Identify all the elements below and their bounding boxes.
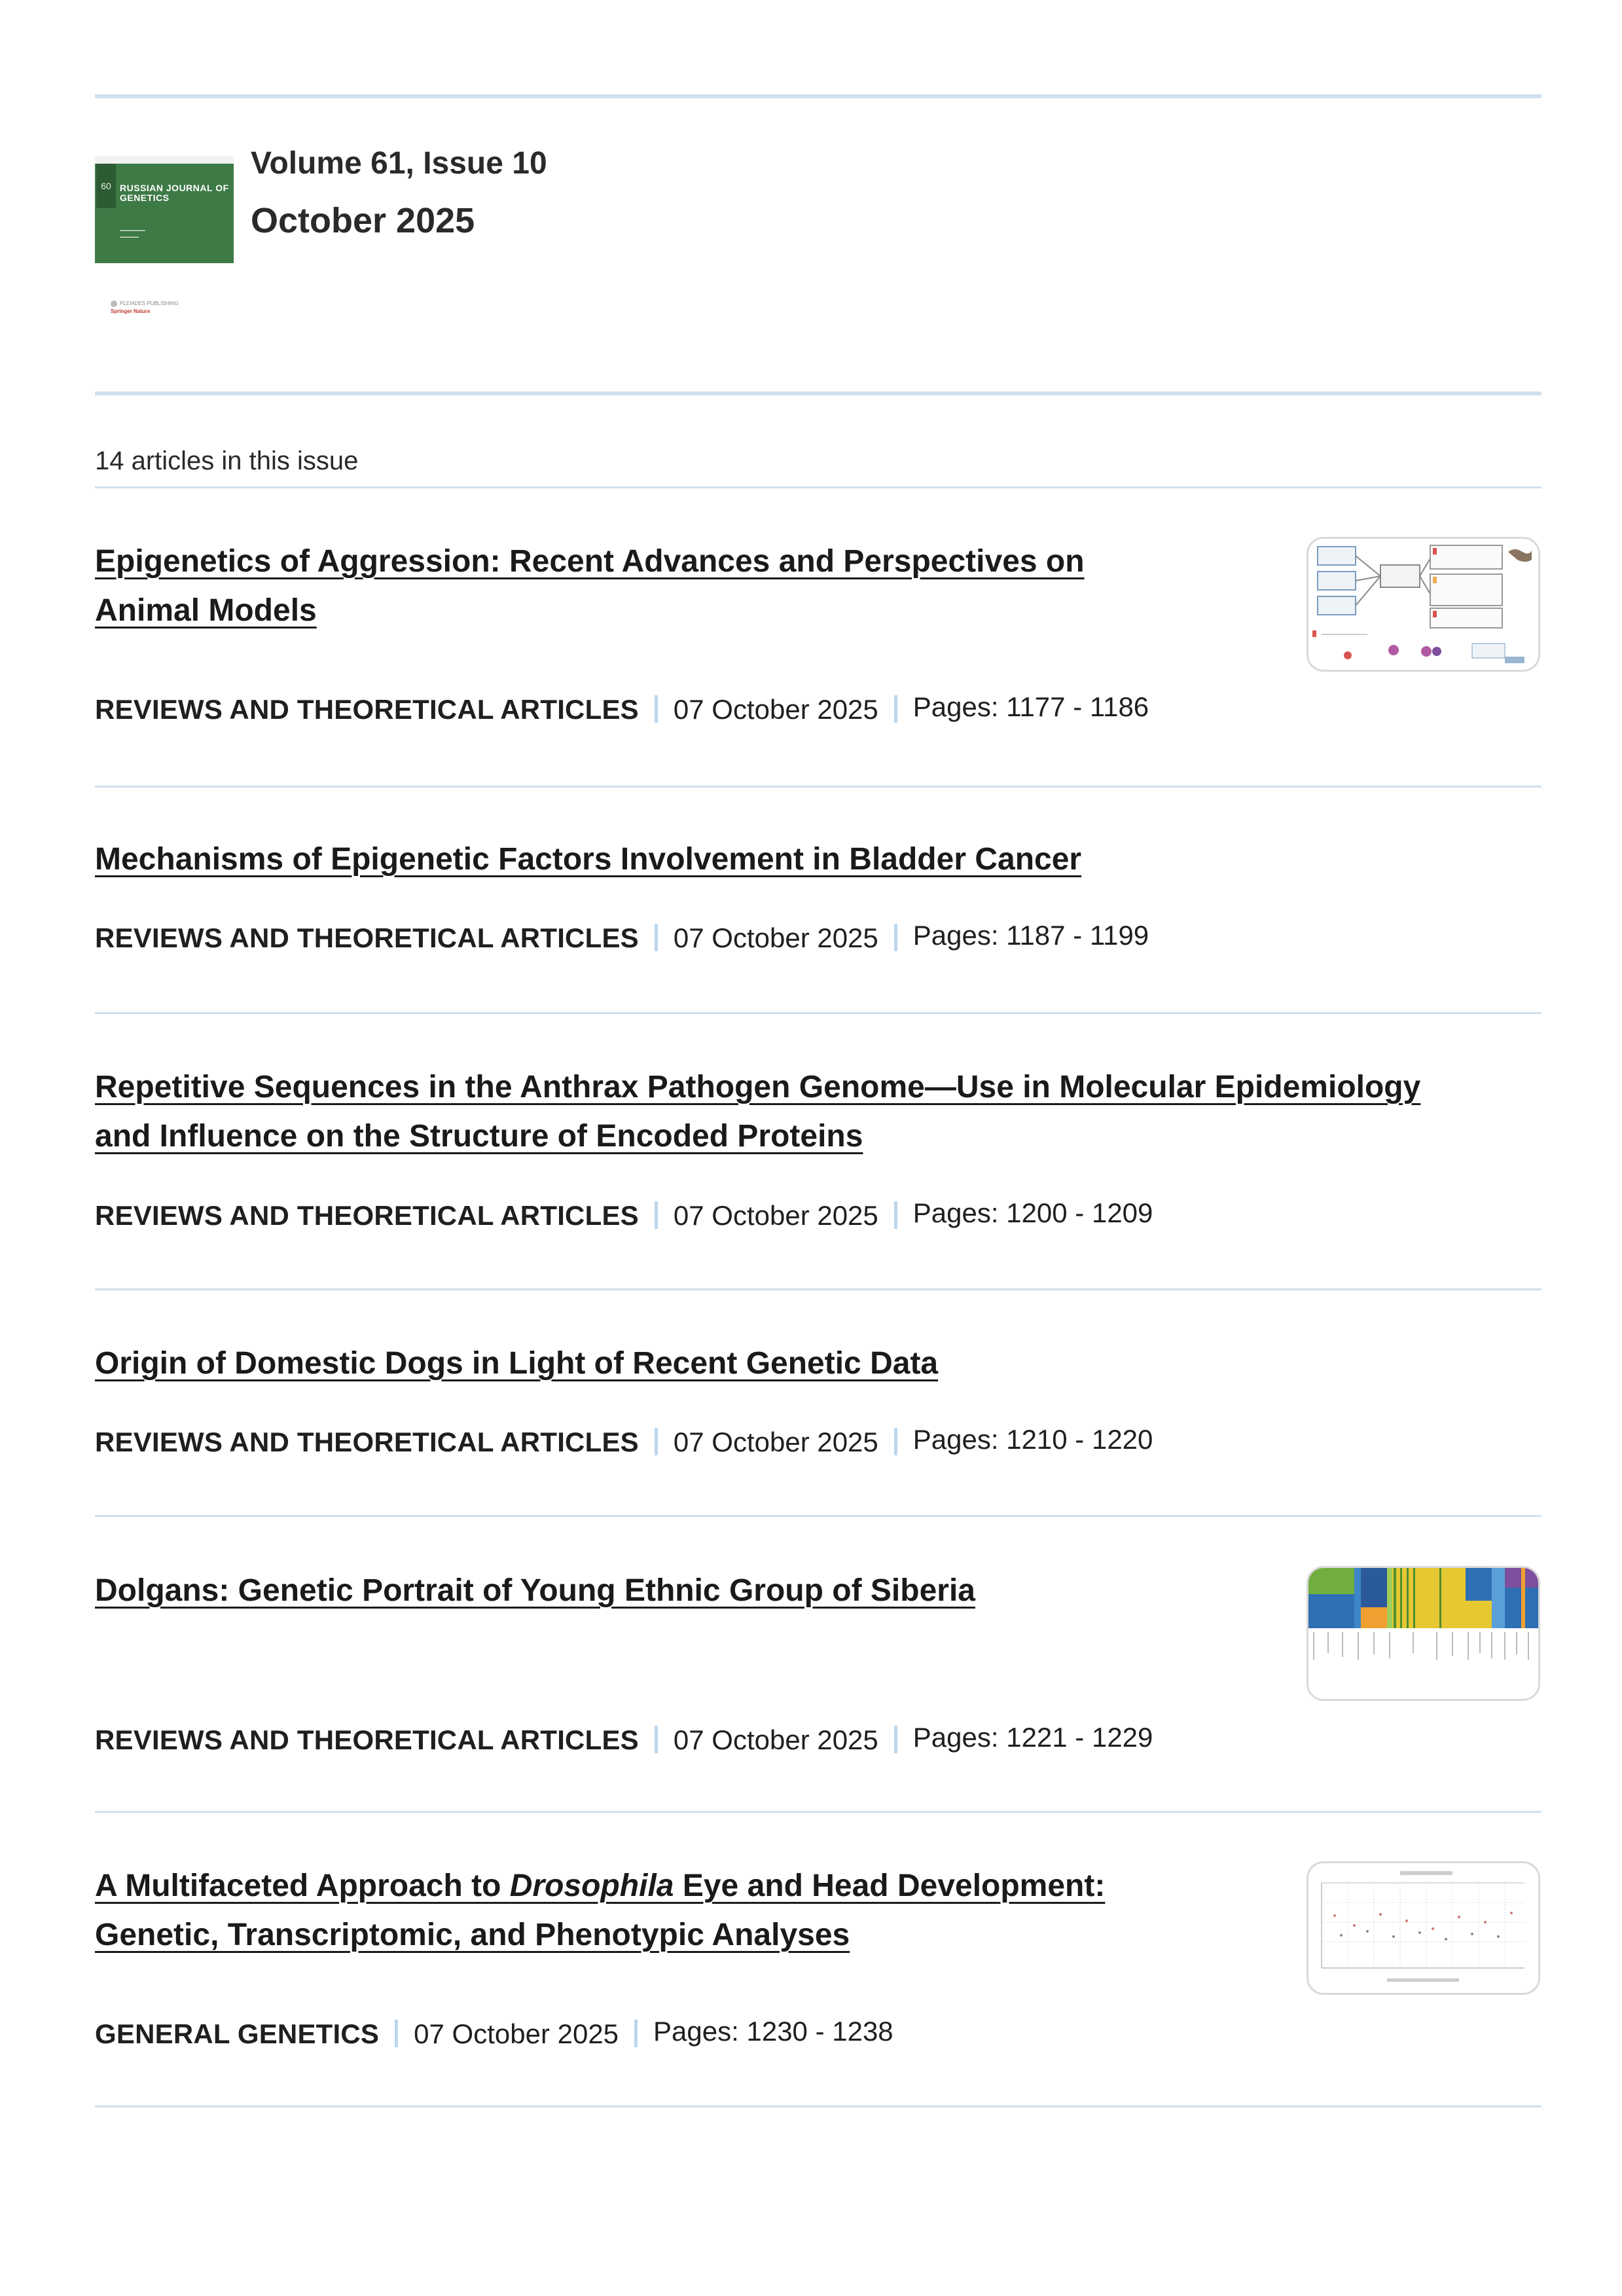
article-title[interactable] bbox=[95, 537, 1221, 635]
article-title-link[interactable]: Repetitive Sequences in the Anthrax Pathogen Genome—Use in Molecular Epidemiology bbox=[95, 1070, 1421, 1104]
meta-separator bbox=[894, 695, 897, 723]
article-date: 07 October 2025 bbox=[414, 2018, 619, 2049]
article-pages: Pages: 1200 - 1209 bbox=[912, 1197, 1153, 1228]
article-type: REVIEWS AND THEORETICAL ARTICLES bbox=[95, 1724, 639, 1755]
article-title-link[interactable]: Origin of Domestic Dogs in Light of Recent Genetic Data bbox=[95, 1346, 939, 1381]
cover-editor-text: ━━━━━━━━ ━━━━━━ bbox=[120, 228, 145, 240]
article-meta bbox=[95, 1424, 1153, 1458]
article-date: 07 October 2025 bbox=[673, 1724, 878, 1755]
article-pages: Pages: 1177 - 1186 bbox=[912, 691, 1149, 722]
article-meta bbox=[95, 922, 1149, 954]
meta-separator bbox=[655, 695, 658, 723]
issue-volume: Volume 61, Issue 10 bbox=[251, 146, 547, 181]
meta-separator bbox=[655, 1428, 658, 1455]
article-meta bbox=[95, 1197, 1153, 1231]
article-type: REVIEWS AND THEORETICAL ARTICLES bbox=[95, 922, 639, 953]
meta-separator bbox=[894, 1726, 897, 1753]
article-title[interactable] bbox=[95, 1063, 1535, 1161]
article-pages: Pages: 1187 - 1199 bbox=[912, 920, 1149, 951]
article-count: 14 articles in this issue bbox=[95, 446, 359, 475]
article-title[interactable] bbox=[95, 1339, 1221, 1388]
meta-separator bbox=[894, 924, 897, 951]
meta-separator bbox=[894, 1428, 897, 1455]
article-date: 07 October 2025 bbox=[673, 1427, 878, 1457]
meta-separator bbox=[655, 1201, 658, 1229]
list-divider bbox=[95, 486, 1541, 488]
article-meta bbox=[95, 2018, 893, 2050]
article-divider bbox=[95, 1012, 1541, 1014]
article-pages: Pages: 1210 - 1220 bbox=[912, 1424, 1153, 1455]
meta-separator bbox=[634, 2020, 638, 2047]
article-divider bbox=[95, 1288, 1541, 1290]
header-divider bbox=[95, 392, 1541, 395]
article-type: REVIEWS AND THEORETICAL ARTICLES bbox=[95, 1427, 639, 1457]
article-date: 07 October 2025 bbox=[673, 694, 878, 725]
top-divider bbox=[95, 94, 1541, 98]
article-graphical-abstract[interactable] bbox=[1307, 1566, 1540, 1701]
meta-separator bbox=[655, 1726, 658, 1753]
publisher-logo-icon bbox=[111, 301, 117, 307]
article-meta bbox=[95, 691, 1149, 725]
article-date: 07 October 2025 bbox=[673, 1200, 878, 1231]
article-type: REVIEWS AND THEORETICAL ARTICLES bbox=[95, 694, 639, 725]
article-graphical-abstract[interactable] bbox=[1307, 1861, 1540, 1995]
cover-publisher: PLEIADES PUBLISHING Springer Nature bbox=[111, 301, 179, 314]
article-pages: Pages: 1230 - 1238 bbox=[653, 2016, 893, 2047]
cover-journal-title: RUSSIAN JOURNAL OF GENETICS bbox=[120, 183, 229, 203]
meta-separator bbox=[894, 1201, 897, 1229]
article-type: REVIEWS AND THEORETICAL ARTICLES bbox=[95, 1200, 639, 1231]
journal-cover-image[interactable] bbox=[95, 157, 234, 327]
article-pages: Pages: 1221 - 1229 bbox=[912, 1722, 1153, 1753]
expression-plot-image bbox=[1308, 1863, 1538, 1993]
cover-anniversary-logo: 60 bbox=[96, 164, 116, 208]
cover-background bbox=[95, 157, 234, 263]
article-title-link[interactable]: Mechanisms of Epigenetic Factors Involvement in Bladder Cancer bbox=[95, 842, 1082, 877]
article-title-link[interactable]: A Multifaceted Approach to Drosophila Eye and Head Development: bbox=[95, 1868, 1106, 1903]
article-date: 07 October 2025 bbox=[673, 922, 878, 953]
article-divider bbox=[95, 2105, 1541, 2107]
article-title[interactable] bbox=[95, 1861, 1221, 1959]
article-graphical-abstract[interactable] bbox=[1307, 537, 1540, 672]
article-title[interactable] bbox=[95, 1566, 1221, 1615]
graphical-abstract-diagram bbox=[1308, 539, 1538, 670]
article-title-link[interactable]: Dolgans: Genetic Portrait of Young Ethnic Group of Siberia bbox=[95, 1573, 975, 1608]
article-meta bbox=[95, 1724, 1153, 1756]
meta-separator bbox=[655, 924, 658, 951]
admixture-plot-image bbox=[1308, 1568, 1538, 1699]
article-divider bbox=[95, 786, 1541, 788]
article-divider bbox=[95, 1811, 1541, 1813]
article-title-link[interactable]: Epigenetics of Aggression: Recent Advances and Perspectives on bbox=[95, 544, 1085, 579]
article-title-link[interactable]: and Influence on the Structure of Encoded Proteins bbox=[95, 1119, 863, 1154]
article-title-link[interactable]: Animal Models bbox=[95, 593, 317, 628]
article-divider bbox=[95, 1515, 1541, 1517]
meta-separator bbox=[395, 2020, 398, 2047]
issue-date: October 2025 bbox=[251, 201, 475, 240]
article-title-link[interactable]: Genetic, Transcriptomic, and Phenotypic Analyses bbox=[95, 1918, 850, 1952]
article-title[interactable] bbox=[95, 835, 1221, 884]
article-type: GENERAL GENETICS bbox=[95, 2018, 380, 2049]
